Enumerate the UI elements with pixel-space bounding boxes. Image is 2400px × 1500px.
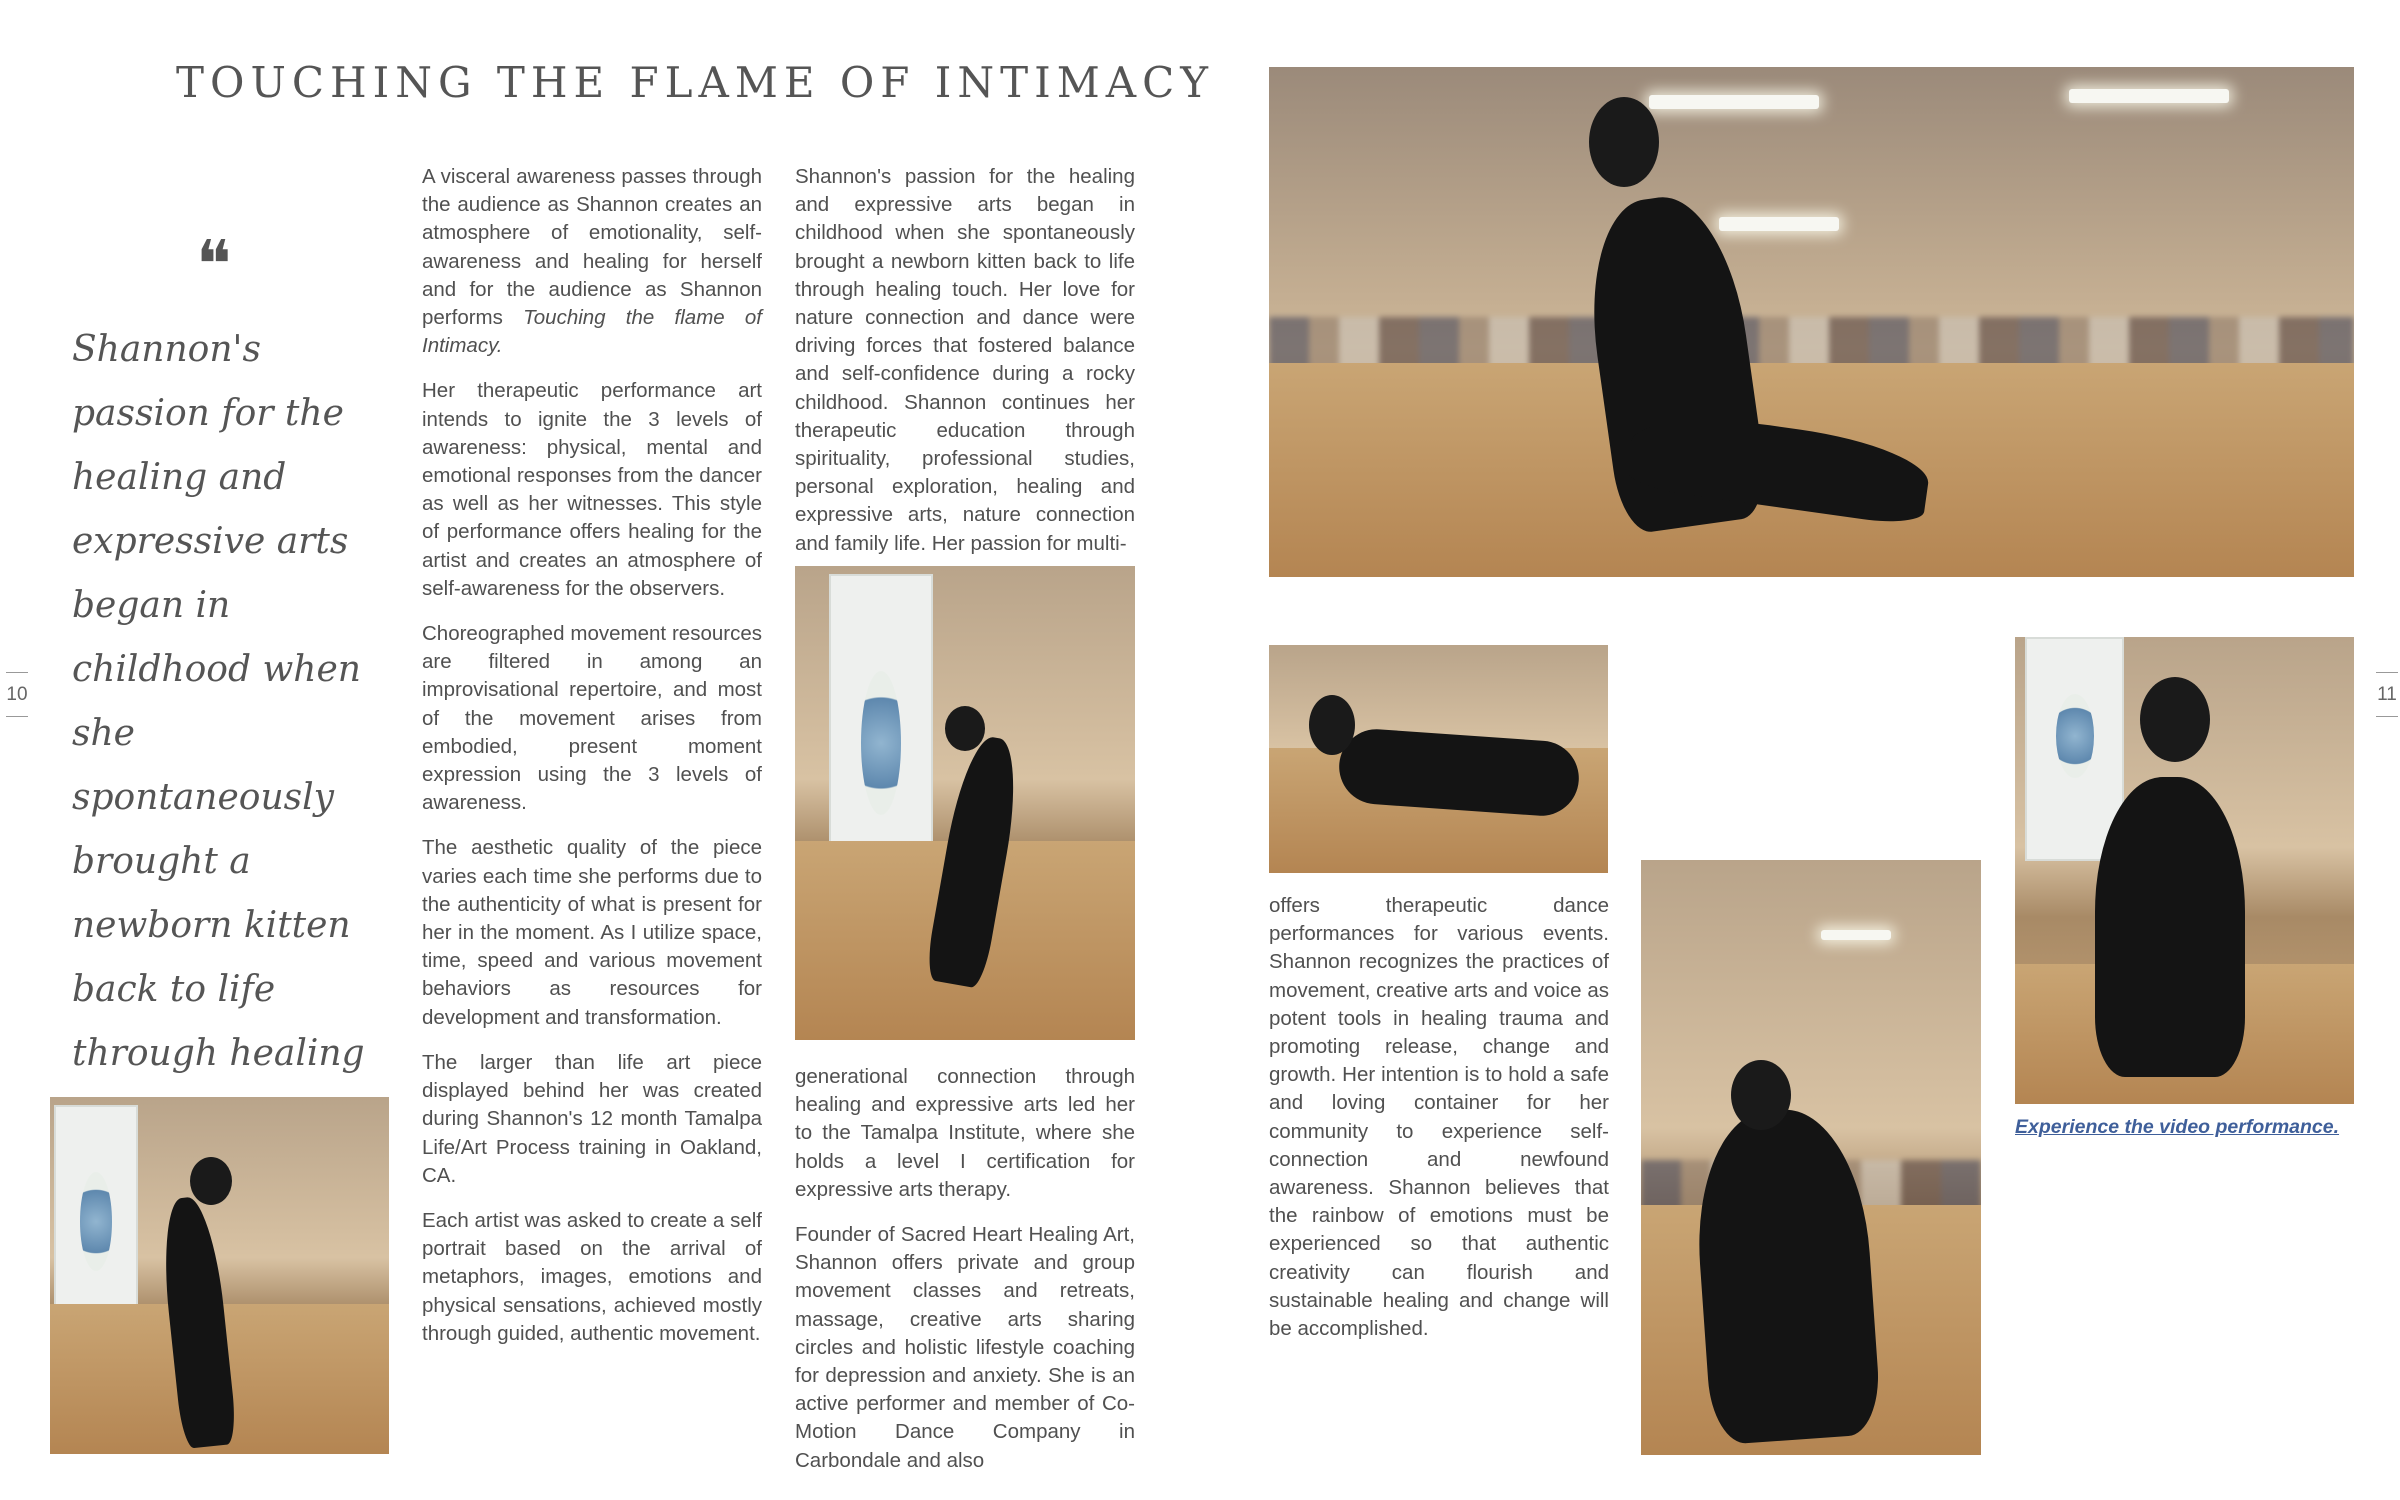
paragraph: Each artist was asked to create a self portrait based on the arrival of metaphors, images, emotions and physical sensations, achieved mostly through guided, authentic movement. [422,1208,762,1345]
ceiling-light [1719,217,1839,231]
quote-mark-icon: ❝ [196,226,232,303]
paragraph-text: A visceral awareness passes through the audience as Shannon creates an atmosphere of emotionality, self-awareness and healing for herself and for the audience as Shannon performs [422,165,762,330]
paragraph: Choreographed movement resources are filtered in among an improvisational repertoire, and most of the movement arises from embodied, present moment expression using the 3 levels of awareness. [422,622,762,815]
ceiling-light [1821,930,1891,940]
ceiling-light [2069,89,2229,103]
page-number-right: 11 [2372,684,2400,706]
ceiling-light [1649,95,1819,109]
dancer-figure [2095,777,2245,1077]
dance-photo-lunge [2015,637,2354,1104]
text-column-1 [422,163,762,1365]
dancer-head [1589,97,1659,187]
paragraph: Shannon's passion for the healing and expressive arts began in childhood when she spontaneously brought a newborn kitten back to life through healing touch. Her love for nature connection and dance were driving forces that fostered balance and self-confidence during a rocky childhood. Shannon continues her therapeutic education through spirituality, professional studies, personal exploration, healing and expressive arts, nature connection and family life. Her passion for multi- [795,165,1135,555]
dancer-head [2140,677,2210,762]
performance-title: Touching the flame of Intimacy. [422,306,763,358]
paragraph: generational connection through healing and expressive arts led her to the Tamalpa Institute, where she holds a level I certification for expressive arts therapy. [795,1065,1135,1201]
paragraph: Her therapeutic performance art intends to ignite the 3 levels of awareness: physical, mental and emotional responses from the dancer as well as her witnesses. This style of performance offers healing for the artist and creates an atmosphere of self-awareness for the observers. [422,379,762,600]
paragraph: Founder of Sacred Heart Healing Art, Shannon offers private and group movement classes and retreats, massage, creative arts sharing circles and holistic lifestyle coaching for depression and anxiety. She is an active performer and member of Co-Motion Dance Company in Carbondale and also [795,1223,1135,1472]
article-title: TOUCHING THE FLAME OF INTIMACY [176,58,1214,107]
dancer-head [190,1157,232,1205]
dancer-head [945,706,985,751]
dance-photo-spin [50,1097,389,1454]
paragraph [422,163,762,360]
paragraph: The aesthetic quality of the piece varies each time she performs due to the authenticity of what is present for her in the moment. As I utilize space, time, speed and various movement behaviors as resources for development and transformation. [422,836,762,1029]
dance-photo-reach [1641,860,1981,1455]
dancer-figure [1690,1104,1883,1445]
dance-photo-crawl [1269,645,1608,873]
dance-photo-banner [795,566,1135,1040]
page-number-left: 10 [2,684,32,706]
text-column-2-bottom [795,1063,1135,1492]
dancer-head [1309,695,1355,755]
pull-quote: Shannon's passion for the healing and expressive arts began in childhood when she spontaneously brought a newborn kitten back to life through healing [72,329,365,1074]
hero-dance-photo [1269,67,2354,577]
paragraph: offers therapeutic dance performances for various events. Shannon recognizes the practices of movement, creative arts and voice as potent tools in healing trauma and promoting release, change and growth. Her intention is to hold a safe and loving container for her community to experience self-connection and newfound awareness. Shannon believes that the rainbow of emotions must be experienced so that authentic creativity can flourish and sustainable healing and change will be accomplished. [1269,894,1609,1341]
text-column-2-top [795,163,1135,575]
dancer-head [1731,1060,1791,1130]
video-performance-link[interactable]: Experience the video performance. [2015,1116,2340,1138]
paragraph: The larger than life art piece displayed behind her was created during Shannon's 12 month Tamalpa Life/Art Process training in Oakland, CA. [422,1050,762,1187]
text-column-3 [1269,892,1609,1360]
